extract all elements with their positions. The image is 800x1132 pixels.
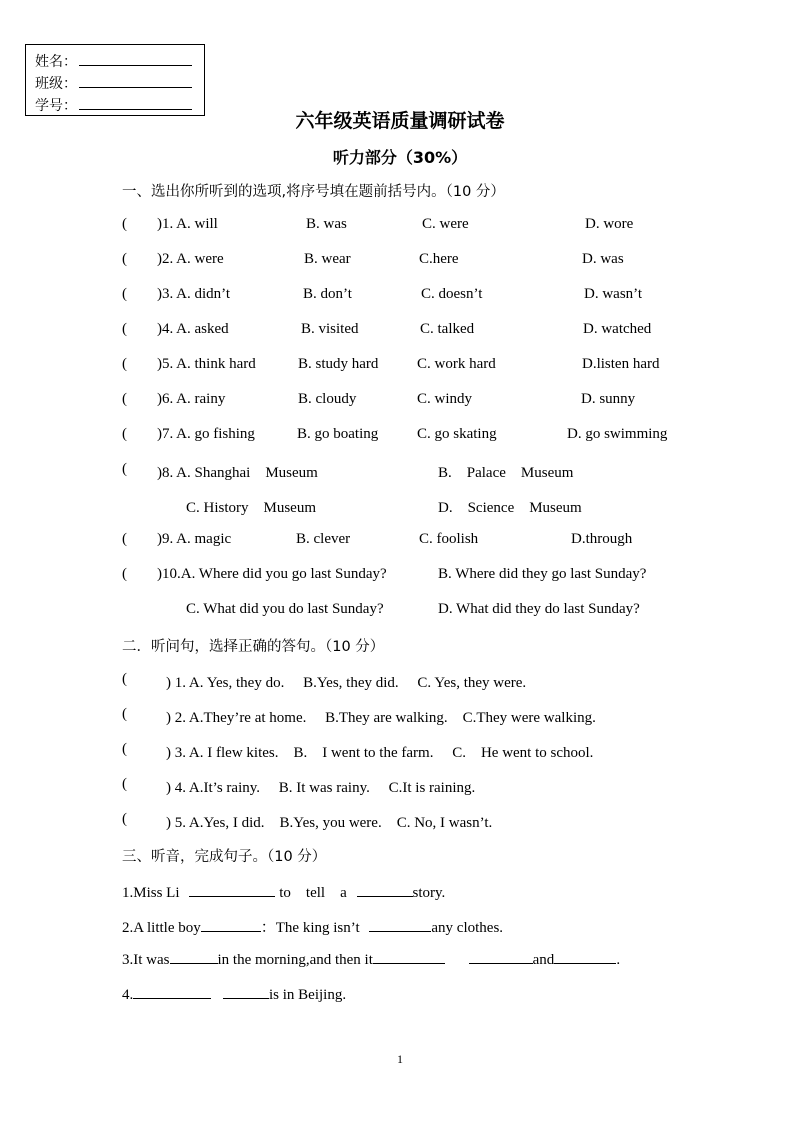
- paren-open: (: [122, 321, 127, 337]
- sentence-text: and: [532, 952, 555, 968]
- q9-option-c: C. foolish: [419, 531, 479, 547]
- page-title: 六年级英语质量调研试卷: [295, 110, 505, 132]
- part2-question: ) 3. A. I flew kites. B. I went to the farm. C. He went to school.: [166, 745, 594, 761]
- answer-blank[interactable]: [133, 986, 211, 999]
- sentence-1: [122, 881, 445, 902]
- sentence-text: to tell a: [279, 885, 347, 901]
- answer-blank[interactable]: [357, 884, 413, 897]
- sentence-text: story.: [412, 885, 446, 901]
- q6-option-b: B. cloudy: [298, 391, 357, 407]
- answer-blank[interactable]: [170, 951, 218, 964]
- part2-question: ) 2. A.They’re at home. B.They are walking. C.They were walking.: [166, 710, 596, 726]
- part1-heading: 一、选出你所听到的选项,将序号填在题前括号内。（10 分）: [122, 184, 505, 200]
- part2-question: ) 1. A. Yes, they do. B.Yes, they did. C. Yes, they were.: [166, 675, 527, 691]
- q3-option-b: B. don’t: [303, 286, 352, 302]
- sentence-text: in the morning,and then it: [217, 952, 373, 968]
- part2-heading: 二．听问句，选择正确的答句。（10 分）: [122, 639, 385, 655]
- q3-option-a: )3. A. didn’t: [157, 286, 231, 302]
- sentence-text: ：The king isn’t: [260, 920, 360, 936]
- class-blank[interactable]: [79, 74, 192, 88]
- q9-option-d: D.through: [571, 531, 633, 547]
- id-label: 学号：: [35, 99, 77, 114]
- q10-option-a: )10.A. Where did you go last Sunday?: [157, 566, 387, 582]
- paren-open: (: [122, 461, 127, 477]
- q2-option-d: D. was: [582, 251, 624, 267]
- part2-question: ) 4. A.It’s rainy. B. It was rainy. C.It is raining.: [166, 780, 476, 796]
- q4-option-c: C. talked: [420, 321, 475, 337]
- part2-question: ) 5. A.Yes, I did. B.Yes, you were. C. No, I wasn’t.: [166, 815, 493, 831]
- paren-open: (: [122, 741, 127, 757]
- q5-option-d: D.listen hard: [582, 356, 660, 372]
- answer-blank[interactable]: [369, 919, 431, 932]
- q10-option-c: C. What did you do last Sunday?: [186, 601, 384, 617]
- q7-option-d: D. go swimming: [567, 426, 668, 442]
- sentence-text: 3.It was: [122, 952, 170, 968]
- q6-option-a: )6. A. rainy: [157, 391, 226, 407]
- answer-blank[interactable]: [469, 951, 533, 964]
- paren-open: (: [122, 531, 127, 547]
- q8-option-a: )8. A. Shanghai Museum: [157, 465, 318, 481]
- sentence-text: 4.: [122, 987, 134, 1003]
- paren-open: (: [122, 811, 127, 827]
- paren-open: (: [122, 251, 127, 267]
- paren-open: (: [122, 776, 127, 792]
- q4-option-b: B. visited: [301, 321, 359, 337]
- q5-option-b: B. study hard: [298, 356, 379, 372]
- class-label: 班级：: [35, 77, 77, 92]
- q10-option-d: D. What did they do last Sunday?: [438, 601, 640, 617]
- sentence-text: 1.Miss Li: [122, 885, 180, 901]
- paren-open: (: [122, 356, 127, 372]
- q2-option-a: )2. A. were: [157, 251, 224, 267]
- q7-option-b: B. go boating: [297, 426, 379, 442]
- q9-option-b: B. clever: [296, 531, 351, 547]
- q7-option-a: )7. A. go fishing: [157, 426, 255, 442]
- q1-option-a: )1. A. will: [157, 216, 218, 232]
- q6-option-c: C. windy: [417, 391, 473, 407]
- answer-blank[interactable]: [223, 986, 269, 999]
- paren-open: (: [122, 566, 127, 582]
- sentence-2: [122, 916, 503, 937]
- answer-blank[interactable]: [189, 884, 275, 897]
- q9-option-a: )9. A. magic: [157, 531, 232, 547]
- q3-option-c: C. doesn’t: [421, 286, 483, 302]
- sentence-3: [122, 951, 620, 969]
- part3-heading: 三、听音，完成句子。（10 分）: [122, 849, 327, 865]
- paren-open: (: [122, 706, 127, 722]
- q7-option-c: C. go skating: [417, 426, 497, 442]
- name-label: 姓名：: [35, 55, 77, 70]
- answer-blank[interactable]: [373, 951, 445, 964]
- paren-open: (: [122, 426, 127, 442]
- q8-option-c: C. History Museum: [186, 500, 317, 516]
- answer-blank[interactable]: [554, 951, 616, 964]
- q2-option-c: C.here: [419, 251, 459, 267]
- sentence-4: [122, 986, 346, 1004]
- sentence-text: 2.A little boy: [122, 920, 201, 936]
- name-blank[interactable]: [79, 52, 192, 66]
- paren-open: (: [122, 391, 127, 407]
- class-line: [35, 73, 192, 93]
- q1-option-c: C. were: [422, 216, 469, 232]
- paren-open: (: [122, 216, 127, 232]
- q1-option-b: B. was: [306, 216, 347, 232]
- page-number: 1: [397, 1052, 403, 1066]
- q10-option-b: B. Where did they go last Sunday?: [438, 566, 647, 582]
- name-line: [35, 51, 192, 71]
- sentence-text: is in Beijing.: [269, 987, 347, 1003]
- q2-option-b: B. wear: [304, 251, 351, 267]
- q8-option-b: B. Palace Museum: [438, 465, 574, 481]
- q5-option-a: )5. A. think hard: [157, 356, 256, 372]
- q6-option-d: D. sunny: [581, 391, 636, 407]
- page-subtitle: 听力部分（30%）: [332, 148, 468, 167]
- paren-open: (: [122, 671, 127, 687]
- q1-option-d: D. wore: [585, 216, 634, 232]
- paren-open: (: [122, 286, 127, 302]
- q8-option-d: D. Science Museum: [438, 500, 582, 516]
- q4-option-d: D. watched: [583, 321, 652, 337]
- sentence-text: .: [616, 952, 621, 968]
- q5-option-c: C. work hard: [417, 356, 496, 372]
- q3-option-d: D. wasn’t: [584, 286, 643, 302]
- sentence-text: any clothes.: [431, 920, 504, 936]
- q4-option-a: )4. A. asked: [157, 321, 229, 337]
- answer-blank[interactable]: [201, 919, 261, 932]
